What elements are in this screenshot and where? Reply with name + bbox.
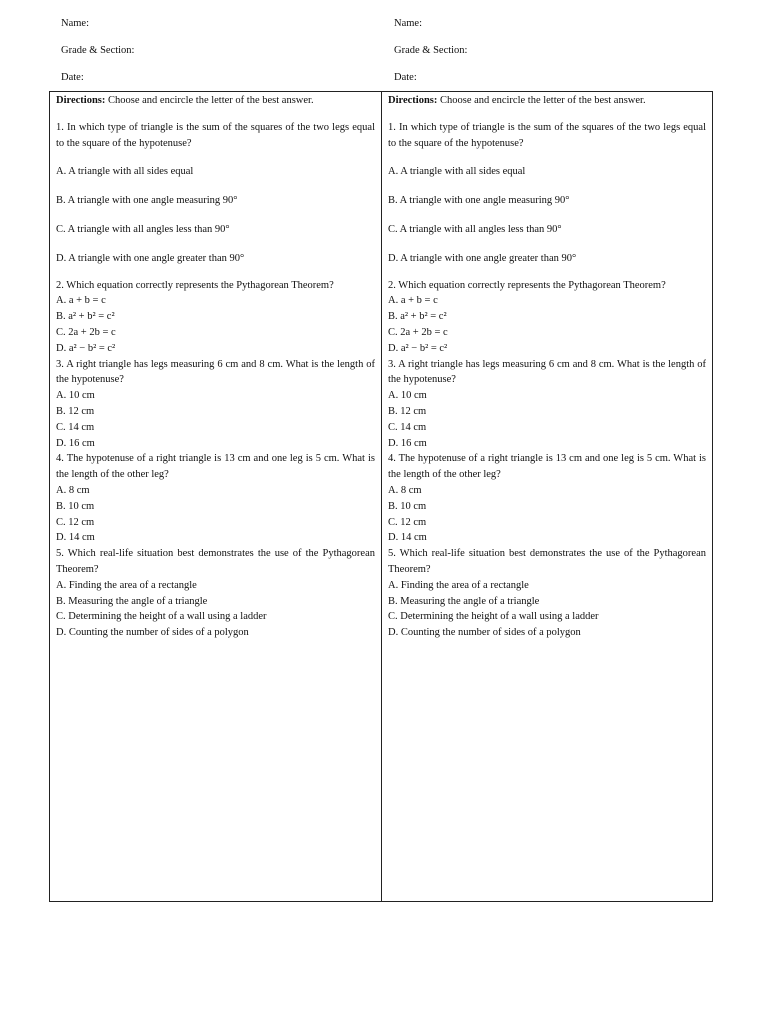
answer-option: D. a² − b² = c² (56, 342, 116, 354)
directions (388, 93, 706, 109)
answer-option: C. 12 cm (388, 516, 427, 528)
answer-option: B. A triangle with one angle measuring 90° (56, 195, 238, 207)
question-stem: 2. Which equation correctly represents the Pythagorean Theorem? (56, 279, 334, 291)
question-stem: 2. Which equation correctly represents the Pythagorean Theorem? (388, 279, 666, 291)
header-right (394, 12, 467, 93)
answer-option: A. 8 cm (388, 484, 422, 496)
answer-option: D. a² − b² = c² (388, 342, 448, 354)
answer-option: D. 16 cm (56, 437, 95, 449)
directions-label: Directions: (56, 95, 106, 106)
answer-option: C. 2a + 2b = c (56, 326, 116, 338)
answer-option: B. 10 cm (388, 500, 427, 512)
quiz-table (49, 91, 713, 902)
answer-option: D. A triangle with one angle greater than 90° (388, 252, 577, 264)
question-stem: 3. A right triangle has legs measuring 6 cm and 8 cm. What is the length of the hypotenuse? (56, 358, 375, 386)
question-stem: 1. In which type of triangle is the sum of the squares of the two legs equal to the square of the hypotenuse? (388, 121, 706, 149)
answer-option: C. A triangle with all angles less than 90° (56, 223, 230, 235)
question-stem: 1. In which type of triangle is the sum of the squares of the two legs equal to the square of the hypotenuse? (56, 121, 375, 149)
question-3 (56, 357, 375, 452)
answer-option: D. 16 cm (388, 437, 427, 449)
directions (56, 93, 375, 109)
answer-option: C. A triangle with all angles less than 90° (388, 223, 562, 235)
answer-option: A. Finding the area of a rectangle (388, 579, 529, 591)
answer-option: A. Finding the area of a rectangle (56, 579, 197, 591)
grade-section-label: Grade & Section: (394, 45, 468, 56)
answer-option: B. a² + b² = c² (388, 311, 447, 323)
answer-option: B. Measuring the angle of a triangle (56, 595, 208, 607)
question-3 (388, 357, 706, 452)
question-stem: 4. The hypotenuse of a right triangle is 13 cm and one leg is 5 cm. What is the length of the other leg? (388, 453, 706, 481)
answer-option: C. 14 cm (388, 421, 427, 433)
directions-text: Choose and encircle the letter of the best answer. (437, 95, 646, 106)
question-stem: 4. The hypotenuse of a right triangle is 13 cm and one leg is 5 cm. What is the length of the other leg? (56, 453, 375, 481)
answer-option: A. 10 cm (388, 390, 427, 402)
question-4 (388, 451, 706, 546)
date-label: Date: (61, 72, 84, 83)
answer-option: A. A triangle with all sides equal (388, 166, 526, 178)
question-1 (388, 120, 706, 267)
question-1 (56, 120, 375, 267)
date-label: Date: (394, 72, 417, 83)
answer-option: B. A triangle with one angle measuring 90° (388, 195, 570, 207)
answer-option: D. 14 cm (56, 532, 95, 544)
question-5 (56, 546, 375, 641)
answer-option: A. A triangle with all sides equal (56, 166, 194, 178)
answer-option: C. 2a + 2b = c (388, 326, 448, 338)
quiz-column-left (50, 92, 381, 901)
question-stem: 5. Which real-life situation best demonstrates the use of the Pythagorean Theorem? (56, 548, 375, 575)
question-stem: 5. Which real-life situation best demonstrates the use of the Pythagorean Theorem? (388, 548, 706, 575)
answer-option: D. Counting the number of sides of a polygon (56, 627, 249, 639)
answer-option: B. a² + b² = c² (56, 311, 115, 323)
quiz-column-right (381, 92, 712, 901)
answer-option: C. 14 cm (56, 421, 95, 433)
grade-section-label: Grade & Section: (61, 45, 135, 56)
answer-option: C. Determining the height of a wall using a ladder (388, 611, 599, 623)
answer-option: B. Measuring the angle of a triangle (388, 595, 540, 607)
answer-option: D. Counting the number of sides of a polygon (388, 627, 581, 639)
answer-option: B. 12 cm (388, 405, 427, 417)
name-label: Name: (394, 18, 422, 29)
directions-text: Choose and encircle the letter of the best answer. (105, 95, 314, 106)
answer-option: D. 14 cm (388, 532, 427, 544)
header-left (61, 12, 134, 93)
question-2 (388, 278, 706, 357)
answer-option: A. 8 cm (56, 484, 90, 496)
directions-label: Directions: (388, 95, 438, 106)
answer-option: C. 12 cm (56, 516, 95, 528)
answer-option: A. a + b = c (388, 295, 438, 307)
answer-option: D. A triangle with one angle greater than 90° (56, 252, 245, 264)
answer-option: A. 10 cm (56, 390, 95, 402)
answer-option: B. 12 cm (56, 405, 95, 417)
answer-option: B. 10 cm (56, 500, 95, 512)
answer-option: C. Determining the height of a wall using a ladder (56, 611, 267, 623)
question-4 (56, 451, 375, 546)
name-label: Name: (61, 18, 89, 29)
question-stem: 3. A right triangle has legs measuring 6 cm and 8 cm. What is the length of the hypotenuse? (388, 358, 706, 386)
answer-option: A. a + b = c (56, 295, 106, 307)
question-5 (388, 546, 706, 641)
question-2 (56, 278, 375, 357)
